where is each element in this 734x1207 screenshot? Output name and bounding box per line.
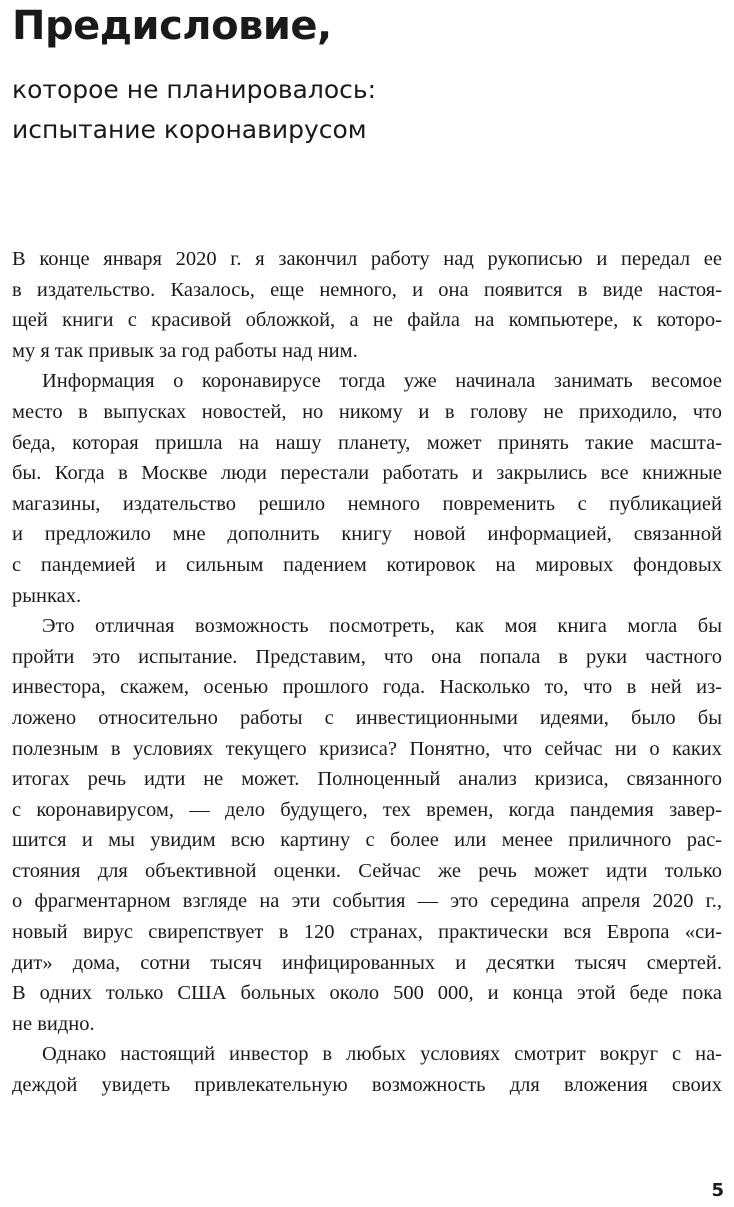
text-line: дит» дома, сотни тысяч инфицированных и десятки тысяч смертей.	[12, 951, 722, 974]
body-text	[12, 244, 722, 1101]
text-line: инвестора, скажем, осенью прошлого года. Насколько то, что в ней из-	[12, 676, 722, 699]
text-line: пройти это испытание. Представим, что она попала в руки частного	[12, 645, 722, 668]
text-line: деждой увидеть привлекательную возможность для вложения своих	[12, 1074, 722, 1097]
chapter-subtitle	[12, 70, 376, 150]
text-line: бы. Когда в Москве люди перестали работать и закрылись все книжные	[12, 462, 722, 485]
text-line: щей книги с красивой обложкой, а не файла на компьютере, к которо-	[12, 309, 722, 332]
text-line: не видно.	[12, 1012, 95, 1035]
text-line: с пандемией и сильным падением котировок на мировых фондовых	[12, 553, 722, 576]
page-number: 5	[711, 1180, 724, 1201]
paragraph-3	[12, 611, 722, 1039]
text-line: стояния для объективной оценки. Сейчас же речь может идти только	[12, 859, 722, 882]
text-line: итогах речь идти не может. Полноценный анализ кризиса, связанного	[12, 768, 722, 791]
text-line: В конце января 2020 г. я закончил работу над рукописью и передал ее	[12, 248, 722, 270]
text-line: шится и мы увидим всю картину с более или менее приличного рас-	[12, 829, 722, 852]
text-line: полезным в условиях текущего кризиса? Понятно, что сейчас ни о каких	[12, 737, 722, 760]
text-line: ложено относительно работы с инвестиционными идеями, было бы	[12, 706, 722, 729]
subtitle-line: испытание коронавирусом	[12, 115, 367, 144]
paragraph-2	[12, 366, 722, 611]
text-line: место в выпусках новостей, но никому и в голову не приходило, что	[12, 400, 722, 423]
text-line: новый вирус свирепствует в 120 странах, практически вся Европа «си-	[12, 921, 722, 944]
text-line: о фрагментарном взгляде на эти события — это середина апреля 2020 г.,	[12, 890, 722, 913]
text-line: рынках.	[12, 584, 82, 607]
text-line: беда, которая пришла на нашу планету, может принять такие масшта-	[12, 431, 722, 454]
text-line: му я так привык за год работы над ним.	[12, 339, 358, 362]
text-line: в издательство. Казалось, еще немного, и она появится в виде настоя-	[12, 278, 722, 301]
text-line: Информация о коронавирусе тогда уже начинала занимать весомое	[42, 370, 722, 393]
text-line: с коронавирусом, — дело будущего, тех времен, когда пандемия завер-	[12, 798, 722, 821]
paragraph-4	[12, 1039, 722, 1100]
text-line: В одних только США больных около 500 000, и конца этой беде пока	[12, 982, 722, 1005]
paragraph-1	[12, 244, 722, 366]
subtitle-line: которое не планировалось:	[12, 75, 377, 104]
text-line: Однако настоящий инвестор в любых условиях смотрит вокруг с на-	[42, 1043, 722, 1066]
text-line: и предложило мне дополнить книгу новой информацией, связанной	[12, 523, 722, 546]
text-line: магазины, издательство решило немного повременить с публикацией	[12, 492, 722, 515]
text-line: Это отличная возможность посмотреть, как моя книга могла бы	[42, 615, 722, 638]
chapter-title: Предисловие,	[12, 3, 332, 49]
